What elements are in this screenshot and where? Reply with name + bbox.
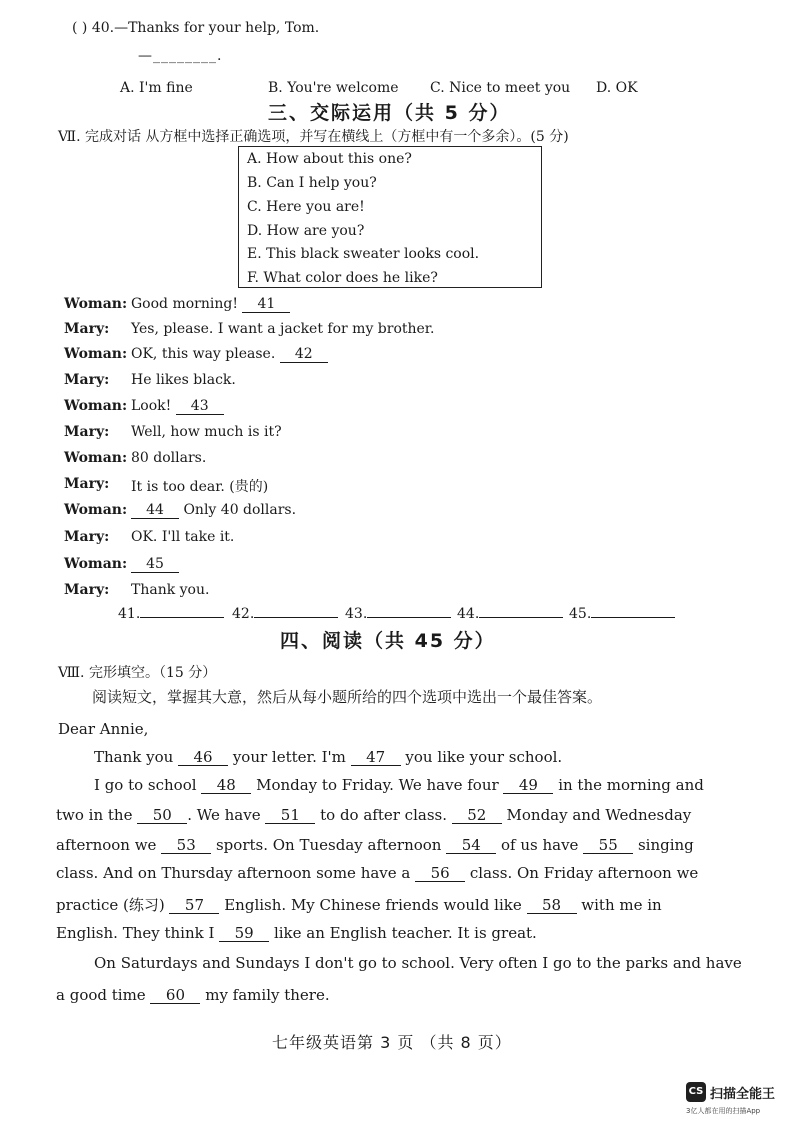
speaker-label: Mary: [64, 529, 110, 545]
instruction: 阅读短文，掌握其大意，然后从每小题所给的四个选项中选出一个最佳答案。 [92, 688, 603, 706]
answer-blank: 42 [280, 347, 328, 363]
answer-blank: 53 [161, 838, 211, 854]
option-d: D. OK [596, 80, 638, 96]
passage-line [56, 864, 698, 882]
passage-text: like an English teacher. It is great. [269, 924, 537, 942]
passage-line [56, 986, 330, 1004]
question-stem: 40.—Thanks for your help, Tom. [91, 20, 320, 36]
part-heading: Ⅶ. 完成对话 从方框中选择正确选项，并写在横线上（方框中有一个多余）。(5 分) [58, 129, 569, 145]
option-b: B. You're welcome [268, 80, 399, 96]
dialogue-line [131, 502, 296, 519]
passage-text: with me in [576, 896, 662, 914]
passage-text: of us have [496, 836, 584, 854]
answer-line-41: 41. [118, 606, 224, 622]
speaker-label: Mary: [64, 476, 110, 492]
answer-blank: 47 [351, 750, 401, 766]
answer-line-44: 44. [457, 606, 563, 622]
dialogue-line [131, 556, 179, 573]
part-heading: Ⅷ. 完形填空。（15 分） [58, 665, 217, 681]
box-option: F. What color does he like? [247, 270, 438, 286]
answer-blank: 44 [131, 503, 179, 519]
dialogue-line [131, 529, 234, 545]
box-option: D. How are you? [247, 223, 365, 239]
option-c: C. Nice to meet you [430, 80, 571, 96]
answer-blank: 43 [176, 399, 224, 415]
box-option: E. This black sweater looks cool. [247, 246, 480, 262]
speaker-label: Mary: [64, 321, 110, 337]
watermark-tagline: 3亿人都在用的扫描App [686, 1107, 761, 1115]
answer-blank: 59 [219, 926, 269, 942]
passage-text: to do after class. [315, 806, 452, 824]
answer-blank: 58 [527, 898, 577, 914]
speaker-label: Mary: [64, 424, 110, 440]
passage-line [56, 894, 662, 915]
question-40 [72, 20, 319, 36]
answer-blank: 54 [446, 838, 496, 854]
passage-line [56, 806, 691, 824]
passage-text: a good time [56, 986, 151, 1004]
box-option: B. Can I help you? [247, 175, 377, 191]
passage-text: practice (练习) [56, 896, 170, 914]
answer-blank: 41 [242, 297, 290, 313]
passage-line [94, 776, 704, 794]
speaker-label: Mary: [64, 582, 110, 598]
speaker-label: Woman: [64, 450, 128, 466]
passage-text: class. On Friday afternoon we [465, 864, 699, 882]
box-option: A. How about this one? [247, 151, 412, 167]
option-box [238, 146, 542, 288]
dialogue-line [131, 346, 328, 363]
dialogue-line [131, 476, 268, 496]
answer-blank: 60 [150, 988, 200, 1004]
passage-text: my family there. [200, 986, 330, 1004]
answer-paren: ( ) [72, 20, 88, 36]
dialogue-text: Well, how much is it? [131, 424, 282, 440]
answer-blank: 48 [201, 778, 251, 794]
passage-line [56, 924, 537, 942]
dialogue-line [131, 372, 236, 388]
dialogue-line [131, 424, 282, 440]
dialogue-text: Only 40 dollars. [179, 502, 297, 518]
dialogue-line [131, 321, 434, 337]
passage-text: class. And on Thursday afternoon some have a [56, 864, 416, 882]
passage-text: English. My Chinese friends would like [219, 896, 527, 914]
speaker-label: Woman: [64, 346, 128, 362]
answer-blank: 45 [131, 557, 179, 573]
passage-text: afternoon we [56, 836, 162, 854]
passage-text: in the morning and [553, 776, 704, 794]
passage-line [56, 836, 694, 854]
passage-text: you like your school. [400, 748, 563, 766]
box-option: C. Here you are! [247, 199, 365, 215]
passage-text: two in the [56, 806, 138, 824]
answer-blank: 50 [137, 808, 187, 824]
passage-line [94, 954, 742, 972]
page-footer: 七年级英语第 3 页 （共 8 页） [272, 1033, 512, 1052]
passage-text: On Saturdays and Sundays I don't go to school. Very often I go to the parks and have [94, 954, 742, 972]
speaker-label: Woman: [64, 556, 128, 572]
passage-text: your letter. I'm [228, 748, 351, 766]
dialogue-line [131, 296, 290, 313]
option-a: A. I'm fine [120, 80, 193, 96]
dialogue-line [131, 398, 224, 415]
speaker-label: Woman: [64, 398, 128, 414]
answer-blank: 52 [452, 808, 502, 824]
dialogue-text: Look! [131, 398, 176, 414]
passage-text: singing [633, 836, 694, 854]
scanner-watermark [686, 1082, 784, 1118]
watermark-name: 扫描全能王 [710, 1087, 776, 1102]
answer-blank: 56 [415, 866, 465, 882]
passage-text: sports. On Tuesday afternoon [211, 836, 447, 854]
dialogue-text: 80 dollars. [131, 450, 207, 466]
passage-line [94, 748, 562, 766]
speaker-label: Woman: [64, 502, 128, 518]
answer-line-42: 42. [232, 606, 338, 622]
dialogue-line [131, 450, 206, 466]
answer-blank: 55 [583, 838, 633, 854]
dialogue-text: OK, this way please. [131, 346, 280, 362]
passage-text: Monday to Friday. We have four [251, 776, 504, 794]
answer-blank: 51 [265, 808, 315, 824]
speaker-label: Woman: [64, 296, 128, 312]
dialogue-line [131, 582, 209, 598]
dialogue-text: He likes black. [131, 372, 236, 388]
passage-text: Thank you [94, 748, 179, 766]
dialogue-text: Good morning! [131, 296, 243, 312]
answer-blank: 57 [169, 898, 219, 914]
salutation: Dear Annie, [58, 720, 149, 738]
passage-text: I go to school [94, 776, 202, 794]
section-title: 四、阅读（共 45 分） [280, 630, 496, 652]
section-title: 三、交际运用（共 5 分） [268, 102, 511, 124]
reply-blank: —________. [138, 48, 223, 64]
dialogue-text: It is too dear. (贵的) [131, 479, 269, 495]
camscanner-icon: CS [686, 1082, 706, 1102]
dialogue-text: Thank you. [131, 582, 210, 598]
passage-text: Monday and Wednesday [501, 806, 692, 824]
passage-text: . We have [187, 806, 266, 824]
answer-line-43: 43. [345, 606, 451, 622]
answer-line-45: 45. [569, 606, 675, 622]
dialogue-text: Yes, please. I want a jacket for my brother. [131, 321, 435, 337]
passage-text: English. They think I [56, 924, 220, 942]
speaker-label: Mary: [64, 372, 110, 388]
answer-blank: 46 [178, 750, 228, 766]
answer-blank: 49 [503, 778, 553, 794]
dialogue-text: OK. I'll take it. [131, 529, 235, 545]
